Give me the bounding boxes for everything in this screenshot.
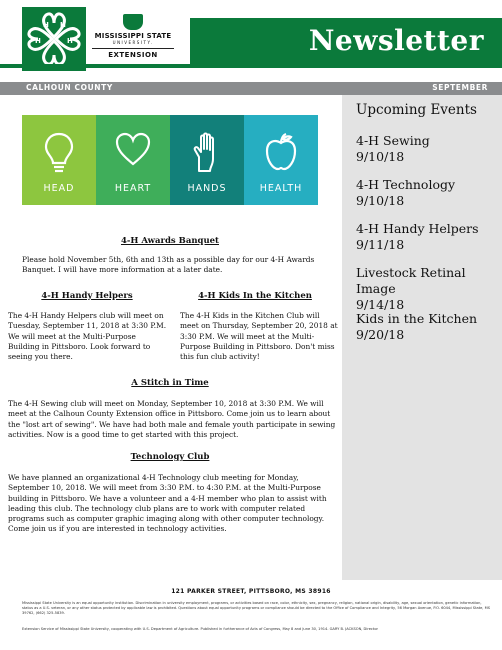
head-tile xyxy=(22,115,96,205)
event-item xyxy=(356,133,496,165)
handy-helpers-heading: 4-H Handy Helpers xyxy=(41,291,133,301)
msu-extension: EXTENSION xyxy=(92,48,174,59)
heart-tile xyxy=(96,115,170,205)
extension-cooperation-statement: Extension Service of Mississippi State University, cooperating with U.S. Department of Agriculture. Published in furtherance of Acts of Congress, May 8 and June 30, 1914. GARY B. JACKSON, Director xyxy=(22,627,378,631)
event-date: 9/20/18 xyxy=(356,327,405,342)
equal-opportunity-statement: Mississippi State University is an equal opportunity institution. Discrimination in university employment, programs, or activities based on race, color, ethnicity, sex, pregnancy, religion, national origin, disability, age, sexual orientation, genetic information, status as a U.S. veteran, or any other status protected by applicable law is prohibited. Questions about equal opportunity programs or compliance should be directed to the Office of Compliance and Integrity, 56 Morgan Avenue, P.O. 6044, Mississippi State, MS 39762, (662) 325-5839. xyxy=(22,601,490,615)
svg-text:H: H xyxy=(43,21,49,29)
four-h-clover-logo xyxy=(22,7,86,71)
apple-icon xyxy=(263,131,299,177)
county-label: CALHOUN COUNTY xyxy=(26,83,113,92)
kids-kitchen-text: The 4-H Kids in the Kitchen Club will meet on Thursday, September 20, 2018 at 3:30 P.M. We will meet at the Multi-Purpose Building in Pittsboro. Don't miss this fun club activity! xyxy=(180,311,338,362)
heart-icon xyxy=(114,131,152,171)
health-tile xyxy=(244,115,318,205)
event-name: 4-H Handy Helpers xyxy=(356,221,479,236)
kids-kitchen-heading: 4-H Kids In the Kitchen xyxy=(198,291,312,301)
hands-label: HANDS xyxy=(187,183,227,194)
head-label: HEAD xyxy=(43,183,75,194)
svg-text:H: H xyxy=(67,37,73,45)
month-label: SEPTEMBER xyxy=(432,83,488,92)
svg-text:H: H xyxy=(35,37,41,45)
handy-helpers-text: The 4-H Handy Helpers club will meet on Tuesday, September 11, 2018 at 3:30 P.M. We will meet at the Multi-Purpose Building in Pittsboro. Look forward to seeing you there. xyxy=(8,311,167,362)
header-green-strip xyxy=(0,64,190,68)
event-date: 9/10/18 xyxy=(356,149,405,164)
hand-icon xyxy=(190,131,224,177)
four-h-pledge-banner xyxy=(22,115,318,205)
technology-club-heading: Technology Club xyxy=(130,452,210,462)
stitch-in-time-text: The 4-H Sewing club will meet on Monday, September 10, 2018 at 3:30 P.M. We will meet at the Calhoun County Extension office in Pittsboro. Come join us to learn about the "lost art of sewing". We have had both male and female youth participate in sewing activities. Now is a good time to get started with this project. xyxy=(8,399,336,439)
event-date: 9/10/18 xyxy=(356,193,405,208)
hands-tile xyxy=(170,115,244,205)
event-item xyxy=(356,311,496,343)
event-name: Kids in the Kitchen xyxy=(356,311,478,326)
event-item xyxy=(356,265,496,313)
msu-university: UNIVERSITY. xyxy=(112,40,154,45)
newsletter-title: Newsletter xyxy=(308,24,484,57)
newsletter-title-band xyxy=(190,18,502,68)
technology-club-text: We have planned an organizational 4-H Technology club meeting for Monday, September 10, 2018. We will meet from 3:30 P.M. to 4:30 P.M. at the Multi-Purpose building in Pittsboro. We have a volunteer and a 4-H member who plan to assist with leading this club. The technology club plans are to work with computer related programs such as computer graphic imaging along with other computer technology. Come join us if you are interested in technology activities. xyxy=(8,473,327,534)
newsletter-header xyxy=(0,0,502,82)
awards-banquet-heading: 4-H Awards Banquet xyxy=(120,236,219,246)
event-date: 9/14/18 xyxy=(356,297,405,312)
office-address: 121 PARKER STREET, PITTSBORO, MS 38916 xyxy=(171,588,331,595)
msu-extension-logo xyxy=(92,14,174,70)
msu-shield-icon xyxy=(123,14,143,30)
lightbulb-icon xyxy=(42,131,76,177)
event-item xyxy=(356,221,496,253)
heart-label: HEART xyxy=(114,183,152,194)
upcoming-events-sidebar xyxy=(342,95,502,580)
event-item xyxy=(356,177,496,209)
upcoming-events-title: Upcoming Events xyxy=(356,102,477,118)
awards-banquet-text: Please hold November 5th, 6th and 13th as a possible day for our 4-H Awards Banquet. I will have more information at a later date. xyxy=(22,255,315,275)
svg-text:H: H xyxy=(60,21,66,29)
event-name: Livestock Retinal Image xyxy=(356,265,466,296)
county-month-bar xyxy=(0,82,502,95)
event-name: 4-H Sewing xyxy=(356,133,430,148)
msu-name: MISSISSIPPI STATE xyxy=(94,32,172,40)
health-label: HEALTH xyxy=(259,183,303,194)
event-date: 9/11/18 xyxy=(356,237,405,252)
stitch-in-time-heading: A Stitch in Time xyxy=(131,378,209,388)
event-name: 4-H Technology xyxy=(356,177,456,192)
